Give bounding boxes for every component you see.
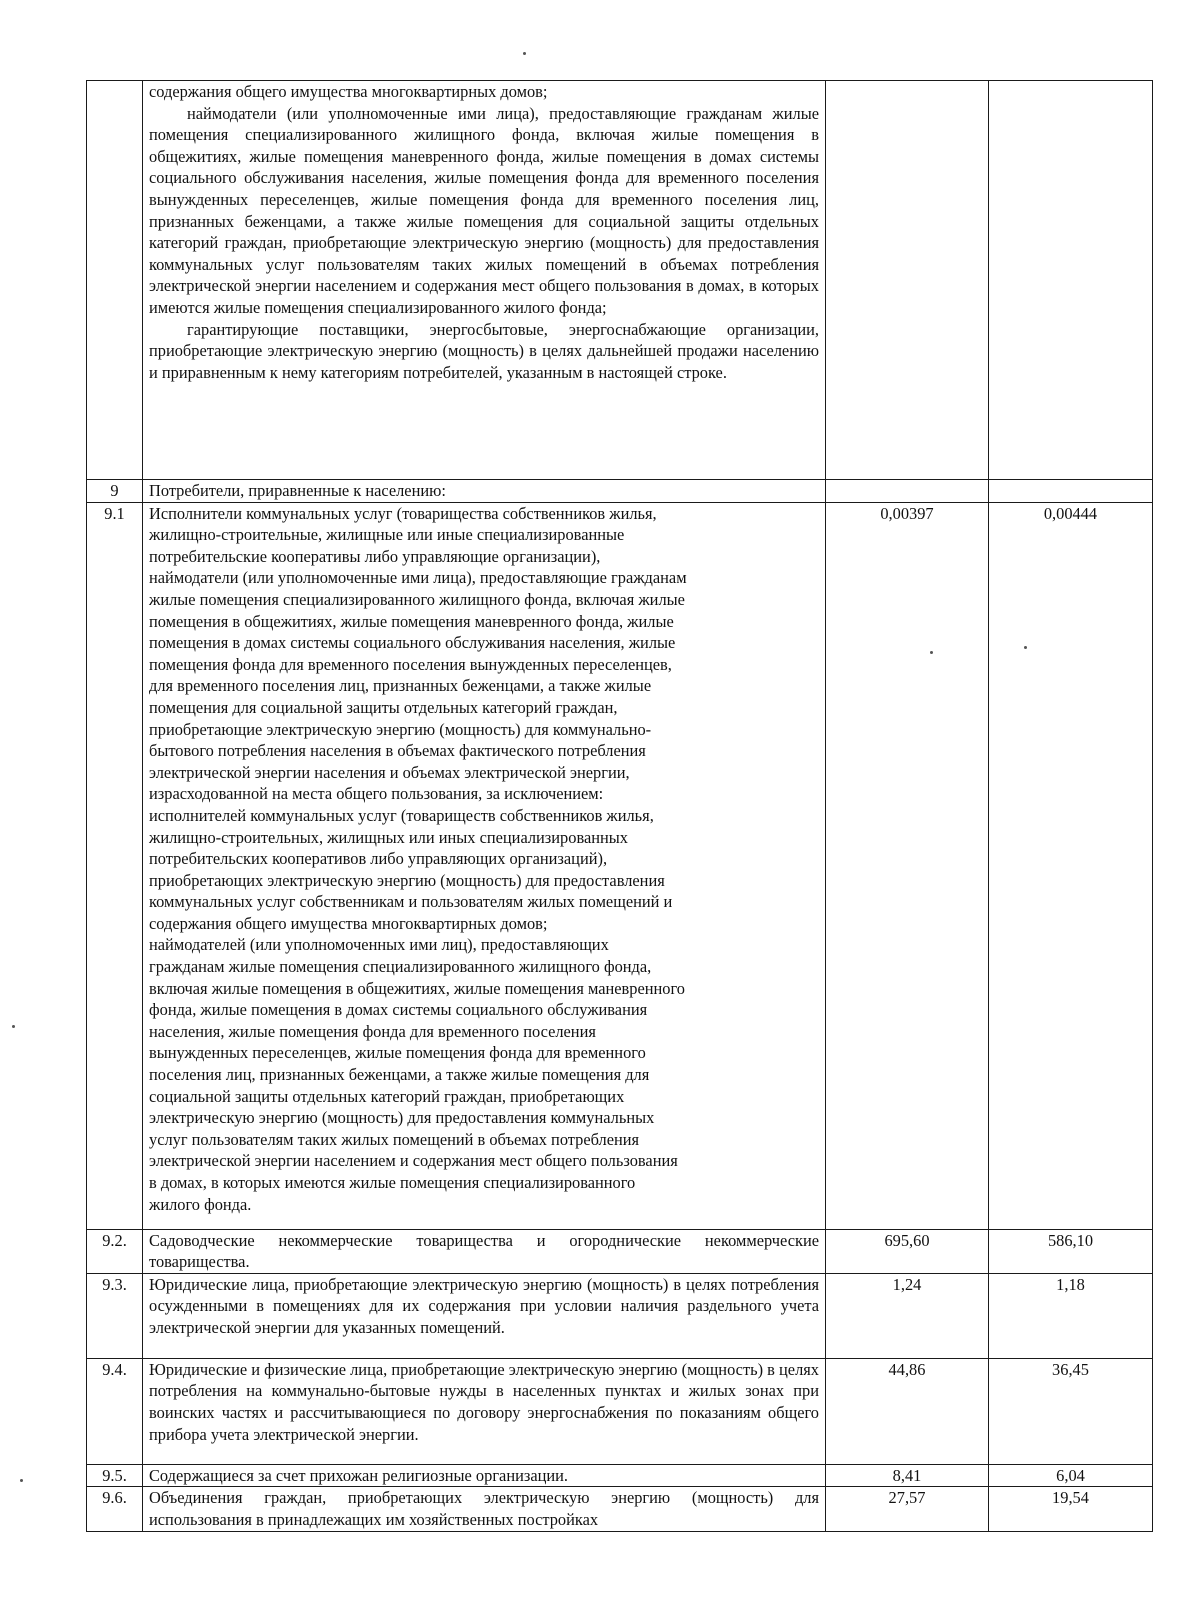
text-line: наймодателей (или уполномоченных ими лиц), предоставляющих (149, 935, 609, 955)
value-cell-2: 36,45 (989, 1358, 1153, 1464)
text-line: включая жилые помещения в общежитиях, жилые помещения маневренного (149, 978, 685, 998)
scan-speck (12, 1025, 15, 1028)
value-cell-1: 695,60 (826, 1229, 989, 1273)
row-text (143, 502, 826, 1229)
table-row-9-1 (87, 502, 1153, 1229)
text-line: бытового потребления населения в объемах фактического потребления (149, 741, 646, 761)
paragraph: Юридические лица, приобретающие электрическую энергию (мощность) в целях потребления осужденными в помещениях для их содержания при условии наличия раздельного учета электрической энергии для указанных помещений. (149, 1274, 819, 1337)
value-cell-2 (989, 81, 1153, 480)
text-line: поселения лиц, признанных беженцами, а также жилые помещения для (149, 1065, 650, 1085)
paragraph: содержания общего имущества многоквартирных домов; (149, 82, 548, 101)
paragraph: гарантирующие поставщики, энергосбытовые, энергоснабжающие организации, приобретающие электрическую энергию (мощность) в целях дальнейшей продажи населению и приравненным к нему категориям потребителей, указанным в настоящей строке. (149, 319, 819, 382)
row-text: Содержащиеся за счет прихожан религиозные организации. (143, 1464, 826, 1487)
text-line: потребительские кооперативы либо управляющие организации), (149, 546, 601, 566)
row-number: 9.1 (87, 502, 143, 1229)
paragraph: Юридические и физические лица, приобретающие электрическую энергию (мощность) в целях потребления на коммунально-бытовые нужды в населенных пунктах и жилых зонах при воинских частях и рассчитывающиеся по договору энергоснабжения по показаниям общего прибора учета электрической энергии. (149, 1359, 819, 1444)
scan-speck (930, 651, 933, 654)
value-cell-1: 27,57 (826, 1487, 989, 1531)
value-cell-1 (826, 480, 989, 503)
text-line: коммунальных услуг собственникам и пользователям жилых помещений и (149, 892, 673, 912)
text-line: приобретающие электрическую энергию (мощность) для коммунально- (149, 719, 652, 739)
table-row-continuation (87, 81, 1153, 480)
row-number: 9 (87, 480, 143, 503)
scan-speck (523, 52, 526, 55)
text-line: помещения фонда для временного поселения вынужденных переселенцев, (149, 654, 672, 674)
value-cell-2: 0,00444 (989, 502, 1153, 1229)
row-text (143, 1358, 826, 1464)
row-number: 9.5. (87, 1464, 143, 1487)
value-cell-1: 44,86 (826, 1358, 989, 1464)
text-line: жилые помещения специализированного жилищного фонда, включая жилые (149, 589, 685, 609)
table-row-9 (87, 480, 1153, 503)
text-line: электрической энергии населения и объемах электрической энергии, (149, 762, 630, 782)
row-number: 9.3. (87, 1273, 143, 1358)
scan-speck (1024, 646, 1027, 649)
value-cell-2: 6,04 (989, 1464, 1153, 1487)
text-line: потребительских кооперативов либо управляющих организаций), (149, 849, 608, 869)
row-number: 9.6. (87, 1487, 143, 1531)
text-line: приобретающих электрическую энергию (мощность) для предоставления (149, 870, 665, 890)
text-line: электрической энергии населением и содержания мест общего пользования (149, 1151, 678, 1171)
tariff-table (86, 80, 1153, 1532)
row-number (87, 81, 143, 480)
table-row-9-4 (87, 1358, 1153, 1464)
text-line: фонда, жилые помещения в домах системы социального обслуживания (149, 1000, 648, 1020)
text-line: содержания общего имущества многоквартирных домов; (149, 913, 548, 933)
row-text (143, 1487, 826, 1531)
text-line: вынужденных переселенцев, жилые помещения фонда для временного (149, 1043, 646, 1063)
table-row-9-2 (87, 1229, 1153, 1273)
value-cell-2: 586,10 (989, 1229, 1153, 1273)
table-row-9-5 (87, 1464, 1153, 1487)
value-cell-2: 19,54 (989, 1487, 1153, 1531)
row-text (143, 81, 826, 480)
paragraph: Объединения граждан, приобретающих электрическую энергию (мощность) для использования в принадлежащих им хозяйственных постройках (149, 1488, 819, 1529)
scan-speck (20, 1479, 23, 1482)
text-line: жилищно-строительные, жилищные или иные специализированные (149, 525, 625, 545)
value-cell-1: 1,24 (826, 1273, 989, 1358)
row-text: Потребители, приравненные к населению: (143, 480, 826, 503)
text-line: жилого фонда. (149, 1194, 252, 1214)
row-text (143, 1229, 826, 1273)
value-cell-2: 1,18 (989, 1273, 1153, 1358)
text-line: помещения в общежитиях, жилые помещения маневренного фонда, жилые (149, 611, 674, 631)
text-line: в домах, в которых имеются жилые помещения специализированного (149, 1173, 636, 1192)
text-line: исполнителей коммунальных услуг (товариществ собственников жилья, (149, 805, 654, 825)
table-row-9-6 (87, 1487, 1153, 1531)
value-cell-2 (989, 480, 1153, 503)
row-number: 9.4. (87, 1358, 143, 1464)
paragraph: наймодатели (или уполномоченные ими лица), предоставляющие гражданам жилые помещения специализированного жилищного фонда, включая жилые помещения в общежитиях, жилые помещения маневренного фонда, жилые помещения в домах системы социального обслуживания населения, жилые помещения фонда для временного поселения вынужденных переселенцев, жилые помещения фонда для временного поселения лиц, признанных беженцами, а также жилые помещения для социальной защиты отдельных категорий граждан, приобретающие электрическую энергию (мощность) для предоставления коммунальных услуг пользователям таких жилых помещений в объемах потребления электрической энергии населением и содержания мест общего пользования в домах, в которых имеются жилые помещения специализированного жилого фонда; (149, 103, 819, 317)
text-line: помещения в домах системы социального обслуживания населения, жилые (149, 633, 676, 653)
text-line: населения, жилые помещения фонда для временного поселения (149, 1021, 596, 1041)
text-line: социальной защиты отдельных категорий граждан, приобретающих (149, 1086, 625, 1106)
text-line: услуг пользователям таких жилых помещений в объемах потребления (149, 1129, 640, 1149)
text-line: гражданам жилые помещения специализированного жилищного фонда, (149, 957, 652, 977)
value-cell-1: 0,00397 (826, 502, 989, 1229)
text-line: Исполнители коммунальных услуг (товарищества собственников жилья, (149, 503, 657, 523)
table-row-9-3 (87, 1273, 1153, 1358)
text-line: наймодатели (или уполномоченные ими лица), предоставляющие гражданам (149, 568, 687, 588)
text-line: электрическую энергию (мощность) для предоставления коммунальных (149, 1108, 655, 1128)
value-cell-1: 8,41 (826, 1464, 989, 1487)
text-line: для временного поселения лиц, признанных беженцами, а также жилые (149, 676, 652, 696)
paragraph: Садоводческие некоммерческие товарищества и огороднические некоммерческие товарищества. (149, 1230, 819, 1272)
value-cell-1 (826, 81, 989, 480)
row-text (143, 1273, 826, 1358)
row-number: 9.2. (87, 1229, 143, 1273)
text-line: жилищно-строительных, жилищных или иных специализированных (149, 827, 628, 847)
text-line: израсходованной на места общего пользования, за исключением: (149, 784, 604, 804)
text-line: помещения для социальной защиты отдельных категорий граждан, (149, 697, 618, 717)
